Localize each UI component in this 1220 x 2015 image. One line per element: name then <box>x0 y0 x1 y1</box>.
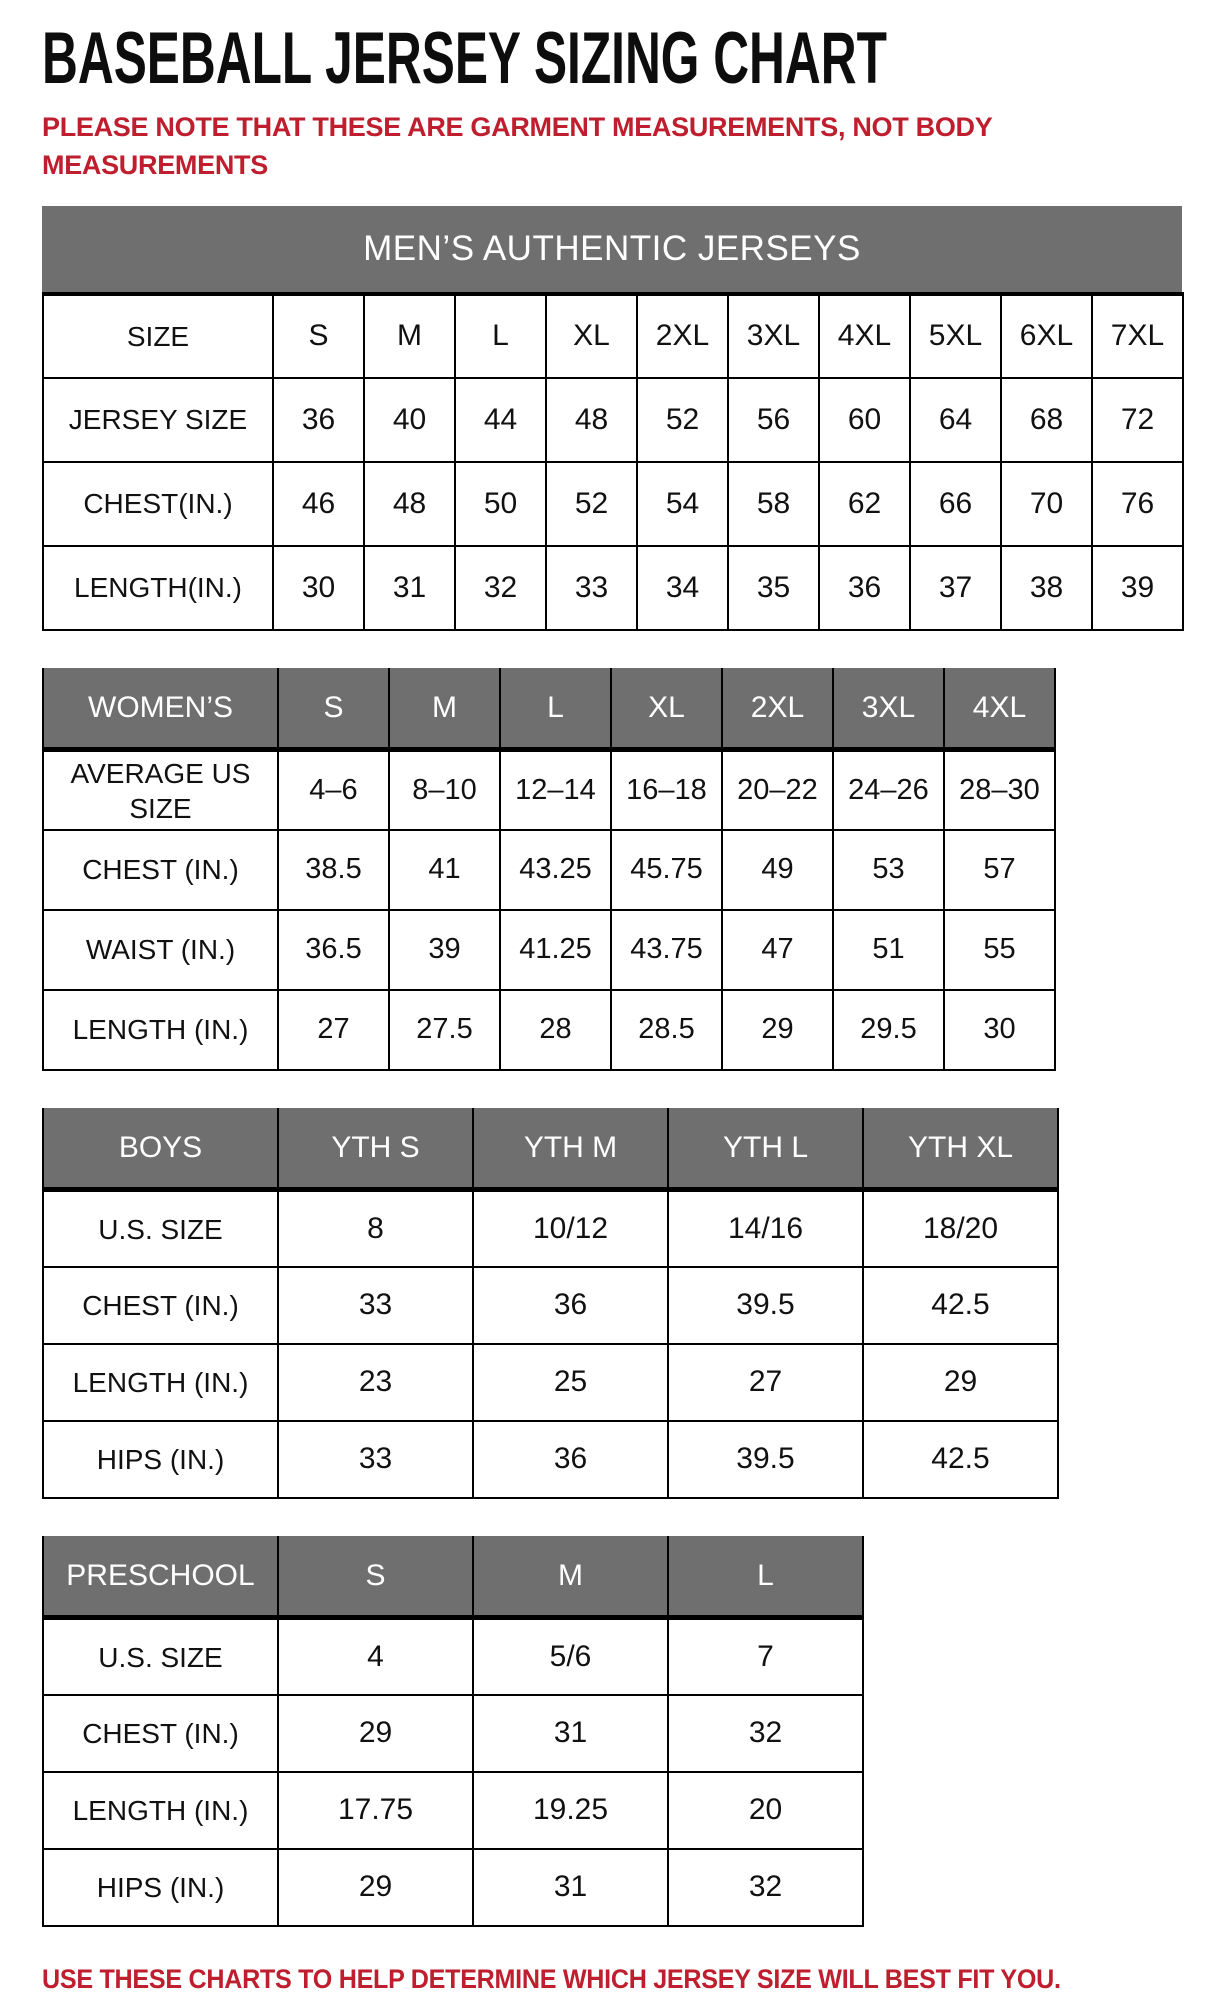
womens-value-cell: 55 <box>944 910 1055 990</box>
mens-value-cell: 52 <box>637 378 728 462</box>
mens-value-cell: 6XL <box>1001 294 1092 378</box>
womens-value-cell: 41.25 <box>500 910 611 990</box>
womens-row <box>43 750 1055 830</box>
mens-row-label: LENGTH(IN.) <box>43 546 273 630</box>
womens-header-cell: 2XL <box>722 668 833 750</box>
womens-value-cell: 43.25 <box>500 830 611 910</box>
boys-header-cell: YTH S <box>278 1108 473 1190</box>
mens-value-cell: 30 <box>273 546 364 630</box>
preschool-value-cell: 31 <box>473 1849 668 1926</box>
boys-sizing-table <box>42 1108 1059 1499</box>
womens-header-cell: L <box>500 668 611 750</box>
boys-value-cell: 39.5 <box>668 1421 863 1498</box>
preschool-row <box>43 1772 863 1849</box>
preschool-header-row <box>43 1536 863 1618</box>
mens-value-cell: 48 <box>364 462 455 546</box>
womens-value-cell: 53 <box>833 830 944 910</box>
boys-value-cell: 42.5 <box>863 1421 1058 1498</box>
footer-note <box>42 1964 1182 1995</box>
womens-sizing-table <box>42 668 1056 1071</box>
preschool-header-cell: S <box>278 1536 473 1618</box>
mens-table-banner: MEN’S AUTHENTIC JERSEYS <box>42 206 1182 292</box>
preschool-header-cell: M <box>473 1536 668 1618</box>
mens-value-cell: 38 <box>1001 546 1092 630</box>
mens-value-cell: 35 <box>728 546 819 630</box>
boys-value-cell: 23 <box>278 1344 473 1421</box>
womens-header-cell: M <box>389 668 500 750</box>
mens-value-cell: 36 <box>819 546 910 630</box>
mens-value-cell: 34 <box>637 546 728 630</box>
preschool-value-cell: 32 <box>668 1695 863 1772</box>
womens-value-cell: 4–6 <box>278 750 389 830</box>
womens-value-cell: 12–14 <box>500 750 611 830</box>
womens-value-cell: 27.5 <box>389 990 500 1070</box>
mens-value-cell: 3XL <box>728 294 819 378</box>
boys-value-cell: 33 <box>278 1421 473 1498</box>
boys-row-label: CHEST (IN.) <box>43 1267 278 1344</box>
womens-row-label: AVERAGE US SIZE <box>43 750 278 830</box>
preschool-value-cell: 20 <box>668 1772 863 1849</box>
boys-value-cell: 29 <box>863 1344 1058 1421</box>
boys-value-cell: 27 <box>668 1344 863 1421</box>
boys-value-cell: 8 <box>278 1190 473 1267</box>
womens-header-cell: 3XL <box>833 668 944 750</box>
mens-value-cell: 62 <box>819 462 910 546</box>
womens-value-cell: 39 <box>389 910 500 990</box>
womens-header-cell: XL <box>611 668 722 750</box>
boys-row-label: U.S. SIZE <box>43 1190 278 1267</box>
boys-value-cell: 25 <box>473 1344 668 1421</box>
womens-value-cell: 20–22 <box>722 750 833 830</box>
womens-value-cell: 57 <box>944 830 1055 910</box>
mens-value-cell: 56 <box>728 378 819 462</box>
mens-row <box>43 294 1183 378</box>
boys-value-cell: 39.5 <box>668 1267 863 1344</box>
preschool-row <box>43 1695 863 1772</box>
page-title-text: BASEBALL JERSEY SIZING CHART <box>42 18 887 99</box>
boys-row <box>43 1421 1058 1498</box>
mens-value-cell: 40 <box>364 378 455 462</box>
womens-value-cell: 28–30 <box>944 750 1055 830</box>
boys-row <box>43 1344 1058 1421</box>
womens-value-cell: 16–18 <box>611 750 722 830</box>
preschool-header-label: PRESCHOOL <box>43 1536 278 1618</box>
womens-value-cell: 49 <box>722 830 833 910</box>
mens-value-cell: 64 <box>910 378 1001 462</box>
preschool-value-cell: 19.25 <box>473 1772 668 1849</box>
boys-row <box>43 1190 1058 1267</box>
womens-value-cell: 28 <box>500 990 611 1070</box>
mens-value-cell: 68 <box>1001 378 1092 462</box>
preschool-value-cell: 29 <box>278 1849 473 1926</box>
mens-value-cell: 46 <box>273 462 364 546</box>
preschool-row-label: CHEST (IN.) <box>43 1695 278 1772</box>
womens-value-cell: 29 <box>722 990 833 1070</box>
mens-value-cell: 31 <box>364 546 455 630</box>
boys-row <box>43 1267 1058 1344</box>
womens-value-cell: 47 <box>722 910 833 990</box>
mens-value-cell: 36 <box>273 378 364 462</box>
mens-value-cell: 58 <box>728 462 819 546</box>
preschool-header-cell: L <box>668 1536 863 1618</box>
boys-header-cell: YTH XL <box>863 1108 1058 1190</box>
mens-row <box>43 378 1183 462</box>
boys-value-cell: 14/16 <box>668 1190 863 1267</box>
preschool-row-label: LENGTH (IN.) <box>43 1772 278 1849</box>
mens-value-cell: 33 <box>546 546 637 630</box>
mens-value-cell: 60 <box>819 378 910 462</box>
preschool-row <box>43 1849 863 1926</box>
womens-row-label: WAIST (IN.) <box>43 910 278 990</box>
womens-header-row <box>43 668 1055 750</box>
mens-value-cell: 66 <box>910 462 1001 546</box>
womens-value-cell: 24–26 <box>833 750 944 830</box>
boys-header-cell: YTH M <box>473 1108 668 1190</box>
mens-row-label: CHEST(IN.) <box>43 462 273 546</box>
womens-value-cell: 8–10 <box>389 750 500 830</box>
preschool-jerseys-section <box>42 1536 1182 1927</box>
preschool-value-cell: 7 <box>668 1618 863 1695</box>
womens-value-cell: 38.5 <box>278 830 389 910</box>
preschool-row <box>43 1618 863 1695</box>
womens-value-cell: 51 <box>833 910 944 990</box>
womens-value-cell: 29.5 <box>833 990 944 1070</box>
preschool-row-label: HIPS (IN.) <box>43 1849 278 1926</box>
womens-jerseys-section <box>42 668 1182 1071</box>
mens-value-cell: 48 <box>546 378 637 462</box>
boys-header-row <box>43 1108 1058 1190</box>
mens-value-cell: 7XL <box>1092 294 1183 378</box>
mens-value-cell: 52 <box>546 462 637 546</box>
womens-header-cell: S <box>278 668 389 750</box>
preschool-value-cell: 29 <box>278 1695 473 1772</box>
mens-row-label: JERSEY SIZE <box>43 378 273 462</box>
boys-value-cell: 10/12 <box>473 1190 668 1267</box>
mens-value-cell: L <box>455 294 546 378</box>
womens-value-cell: 41 <box>389 830 500 910</box>
boys-header-cell: YTH L <box>668 1108 863 1190</box>
womens-row-label: LENGTH (IN.) <box>43 990 278 1070</box>
womens-value-cell: 36.5 <box>278 910 389 990</box>
mens-value-cell: 32 <box>455 546 546 630</box>
mens-value-cell: 54 <box>637 462 728 546</box>
mens-row-label: SIZE <box>43 294 273 378</box>
mens-jerseys-section <box>42 206 1182 631</box>
mens-sizing-table <box>42 292 1184 631</box>
mens-row <box>43 546 1183 630</box>
boys-value-cell: 33 <box>278 1267 473 1344</box>
womens-row <box>43 830 1055 910</box>
boys-value-cell: 42.5 <box>863 1267 1058 1344</box>
mens-value-cell: XL <box>546 294 637 378</box>
preschool-value-cell: 4 <box>278 1618 473 1695</box>
womens-value-cell: 43.75 <box>611 910 722 990</box>
preschool-value-cell: 5/6 <box>473 1618 668 1695</box>
boys-row-label: HIPS (IN.) <box>43 1421 278 1498</box>
mens-value-cell: 39 <box>1092 546 1183 630</box>
footer-note-text: USE THESE CHARTS TO HELP DETERMINE WHICH JERSEY SIZE WILL BEST FIT YOU. <box>42 1963 1061 1994</box>
mens-row <box>43 462 1183 546</box>
mens-value-cell: M <box>364 294 455 378</box>
preschool-row-label: U.S. SIZE <box>43 1618 278 1695</box>
mens-value-cell: 76 <box>1092 462 1183 546</box>
mens-value-cell: 72 <box>1092 378 1183 462</box>
mens-value-cell: 50 <box>455 462 546 546</box>
garment-measurements-note: PLEASE NOTE THAT THESE ARE GARMENT MEASUREMENTS, NOT BODY MEASUREMENTS <box>42 112 992 180</box>
womens-row <box>43 910 1055 990</box>
boys-value-cell: 36 <box>473 1421 668 1498</box>
boys-value-cell: 18/20 <box>863 1190 1058 1267</box>
womens-header-label: WOMEN’S <box>43 668 278 750</box>
boys-row-label: LENGTH (IN.) <box>43 1344 278 1421</box>
womens-row-label: CHEST (IN.) <box>43 830 278 910</box>
preschool-value-cell: 31 <box>473 1695 668 1772</box>
boys-header-label: BOYS <box>43 1108 278 1190</box>
mens-value-cell: 4XL <box>819 294 910 378</box>
womens-value-cell: 30 <box>944 990 1055 1070</box>
boys-value-cell: 36 <box>473 1267 668 1344</box>
mens-value-cell: 37 <box>910 546 1001 630</box>
preschool-sizing-table <box>42 1536 864 1927</box>
womens-value-cell: 45.75 <box>611 830 722 910</box>
mens-value-cell: 44 <box>455 378 546 462</box>
womens-value-cell: 28.5 <box>611 990 722 1070</box>
mens-value-cell: 2XL <box>637 294 728 378</box>
mens-value-cell: S <box>273 294 364 378</box>
mens-value-cell: 5XL <box>910 294 1001 378</box>
preschool-value-cell: 17.75 <box>278 1772 473 1849</box>
page-title <box>42 18 1182 99</box>
preschool-value-cell: 32 <box>668 1849 863 1926</box>
womens-row <box>43 990 1055 1070</box>
mens-value-cell: 70 <box>1001 462 1092 546</box>
womens-value-cell: 27 <box>278 990 389 1070</box>
boys-jerseys-section <box>42 1108 1182 1499</box>
womens-header-cell: 4XL <box>944 668 1055 750</box>
